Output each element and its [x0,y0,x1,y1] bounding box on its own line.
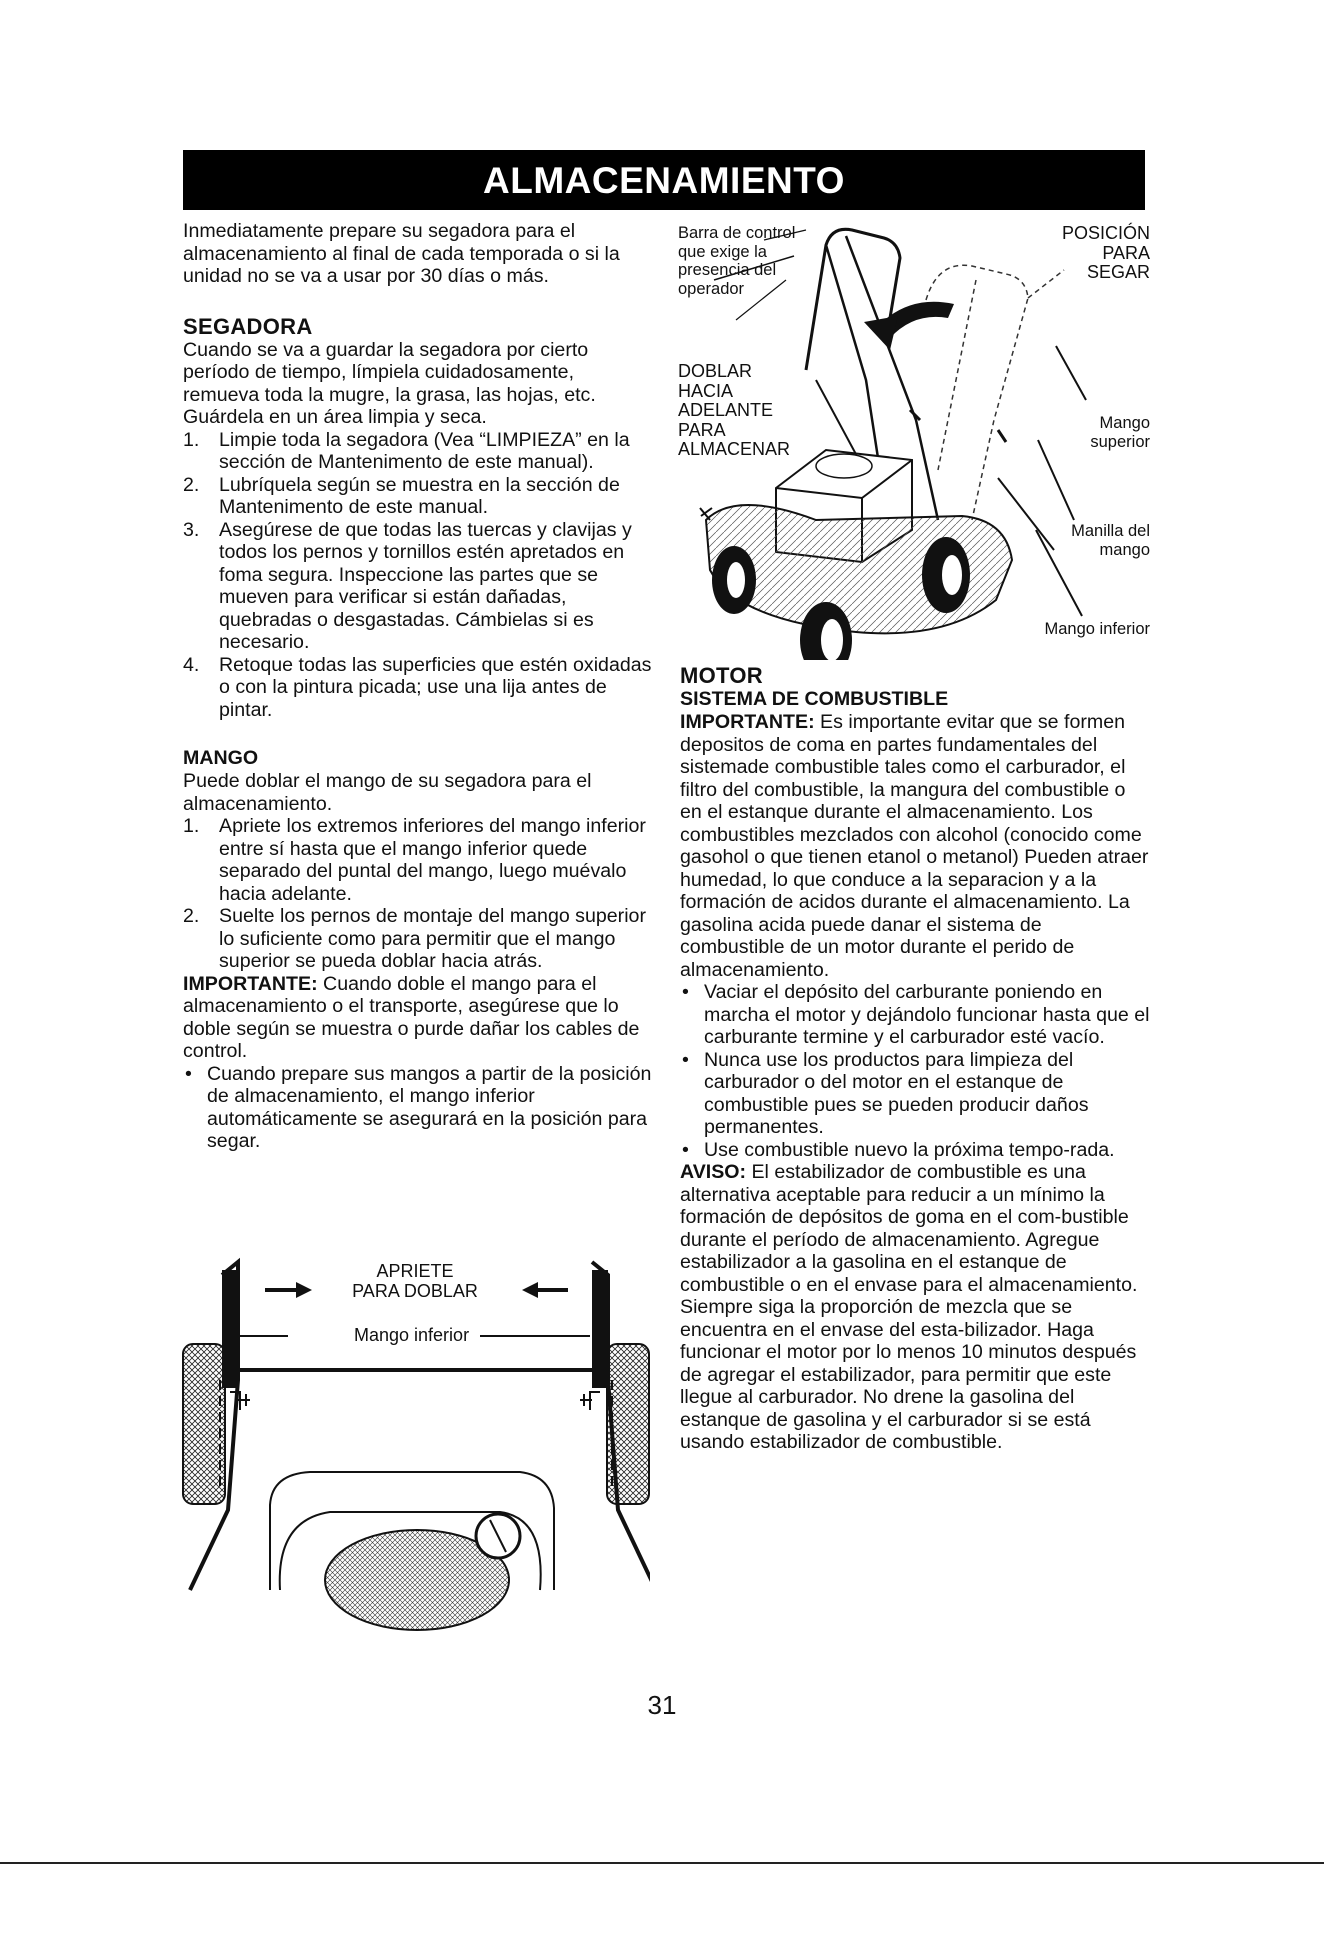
bullet-text: Nunca use los productos para limpieza del carburador o del motor en el estanque de combustible pues se pueden producir daños permanentes. [704,1048,1089,1138]
list-item [183,815,653,905]
step-text: Suelte los pernos de montaje del mango superior lo suficiente como para permitir que el mango superior se pueda doblar hacia atrás. [219,905,646,972]
motor-heading: MOTOR [680,663,763,688]
list-item [183,474,653,519]
doblar-almacenar-label [678,362,790,460]
mango-superior-line: Mango [1099,414,1150,432]
mango-inferior-label: Mango inferior [1044,620,1150,638]
motor-bullets [680,981,1150,1161]
step-number: 3. [183,518,200,541]
barra-line: presencia del [678,261,777,279]
step-text: Asegúrese de que todas las tuercas y clavijas y todos los pernos y tornillos estén apretados en foma segura. Inspeccione las partes que se mueven para verificar si están dañadas, quebradas o desgastadas. Cámbielas si es necesario. [219,518,632,653]
mango-inferior-squeeze-label: Mango inferior [354,1325,470,1345]
list-item [183,519,653,654]
squeeze-handle-drawing [180,1250,650,1930]
mango-superior-label [1090,414,1150,451]
bullet-marker: • [185,1062,192,1085]
intro-paragraph: Inmediatamente prepare su segadora para el almacenamiento al final de cada temporada o si la unidad no se va a usar por 30 días o más. [183,220,620,287]
aviso-text: El estabilizador de combustible es una alternativa aceptable para reducir a un mínimo la formación de depósitos de goma en el com-bustible durante el período de almacenamiento. Agregue estabilizador a la gasolina en el estanque de combustible o en el envase para el almacenamiento. Siempre siga la proporción de mezcla que se encuentra en el envase del esta-bilizador. Haga funcionar el motor por lo menos 10 minutos después de agregar el estabilizador, para permitir que este llegue al carburador. No drene la gasolina del estanque de gasolina y el carburador si se está usando estabilizador de combustible. [680,1161,1138,1453]
barra-line: que exige la [678,242,767,261]
list-item [680,1139,1150,1162]
doblar-line: HACIA [678,380,734,401]
step-text: Retoque todas las superficies que estén oxidadas o con la pintura picada; use una lija antes de pintar. [219,653,652,721]
aviso-label: AVISO: [680,1161,747,1183]
doblar-line: PARA [678,419,726,440]
step-number: 1. [183,815,200,837]
list-item [183,429,653,474]
bullet-marker: • [682,1138,689,1161]
bottom-divider [0,1862,1324,1864]
important-text: Cuando doble el mango para el almacenamiento o el transporte, asegúrese que lo doble según se muestra o purde dañar los cables de control. [183,972,640,1062]
posicion-line: POSICIÓN [1061,223,1150,243]
doblar-line: DOBLAR [678,361,753,381]
step-number: 2. [183,905,200,927]
aviso-note [680,1161,1150,1454]
manilla-mango-label [1071,522,1150,559]
step-text: Lubríquela según se muestra en la sección de Mantenimento de este manual. [219,473,620,518]
step-number: 4. [183,653,200,676]
bullet-text: Vaciar el depósito del carburante poniendo en marcha el motor y dejándolo funcionar hasta que el carburante termine y el carburador esté vacío. [704,981,1150,1048]
right-column [680,663,1150,1454]
left-column [183,220,653,1153]
page-number: 31 [647,1690,677,1720]
mango-bullets [183,1063,653,1153]
barra-line: operador [678,279,745,298]
step-number: 2. [183,473,200,496]
step-text: Limpie toda la segadora (Vea “LIMPIEZA” en la sección de Mantenimento de este manual). [219,428,630,473]
mango-paragraph: Puede doblar el mango de su segadora para el almacenamiento. [183,770,592,815]
left-wheel-shape [183,1344,225,1504]
mango-heading: MANGO [183,747,259,769]
manilla-line: mango [1099,540,1150,559]
segadora-paragraph: Cuando se va a guardar la segadora por cierto período de tiempo, límpiela cuidadosamente, remueva toda la mugre, la grasa, las hojas, etc. Guárdela en un área limpia y seca. [183,338,596,428]
important-label: IMPORTANTE: [680,711,815,733]
section-title-banner: ALMACENAMIENTO [183,150,1145,210]
segadora-steps [183,429,653,722]
posicion-line: SEGAR [1086,262,1150,282]
segadora-heading: SEGADORA [183,313,313,339]
mango-superior-line: superior [1090,432,1150,451]
bullet-text: Use combustible nuevo la próxima tempo-rada. [704,1138,1115,1161]
fold-handle-figure [676,220,1150,660]
apriete-line: APRIETE [376,1261,454,1281]
bullet-marker: • [682,981,689,1003]
posicion-segar-label [1062,224,1150,283]
list-item [183,905,653,973]
important-label: IMPORTANTE: [183,972,318,995]
list-item [183,1063,653,1153]
barra-line: Barra de control [678,224,796,242]
squeeze-handle-figure [180,1250,650,1930]
list-item [680,1049,1150,1139]
apriete-label [352,1262,478,1301]
barra-control-label [678,224,795,298]
bullet-text: Cuando prepare sus mangos a partir de la posición de almacenamiento, el mango inferior automáticamente se asegurará en la posición para segar. [207,1062,652,1152]
posicion-line: PARA [1102,242,1150,263]
list-item [183,654,653,722]
sistema-combustible-heading: SISTEMA DE COMBUSTIBLE [680,688,949,710]
motor-important-note [680,711,1150,981]
mango-important-note [183,973,653,1063]
apriete-line: PARA DOBLAR [352,1280,478,1301]
manilla-line: Manilla del [1071,522,1150,540]
doblar-line: ADELANTE [678,400,774,420]
doblar-line: ALMACENAR [678,439,791,459]
important-text: Es importante evitar que se formen depositos de coma en partes fundamentales del sistemade combustible tales como el carburador, el filtro del combustible, la mangura del combustible o en el estanque durante el almacenamiento. Los combustibles mezclados con alcohol (conocido come gasohol o que tienen etanol o metanol) Pueden atraer humedad, lo que conduce a la separacion y a la formación de acidos durante el almacenamiento. La gasolina acida puede danar el sistema de combustible de un motor durante el perido de almacenamiento. [680,711,1149,981]
step-text: Apriete los extremos inferiores del mango inferior entre sí hasta que el mango inferior quede separado del puntal del mango, luego muévalo hacia adelante. [219,815,646,905]
bullet-marker: • [682,1048,689,1071]
mango-steps [183,815,653,973]
list-item [680,981,1150,1049]
step-number: 1. [183,428,200,451]
